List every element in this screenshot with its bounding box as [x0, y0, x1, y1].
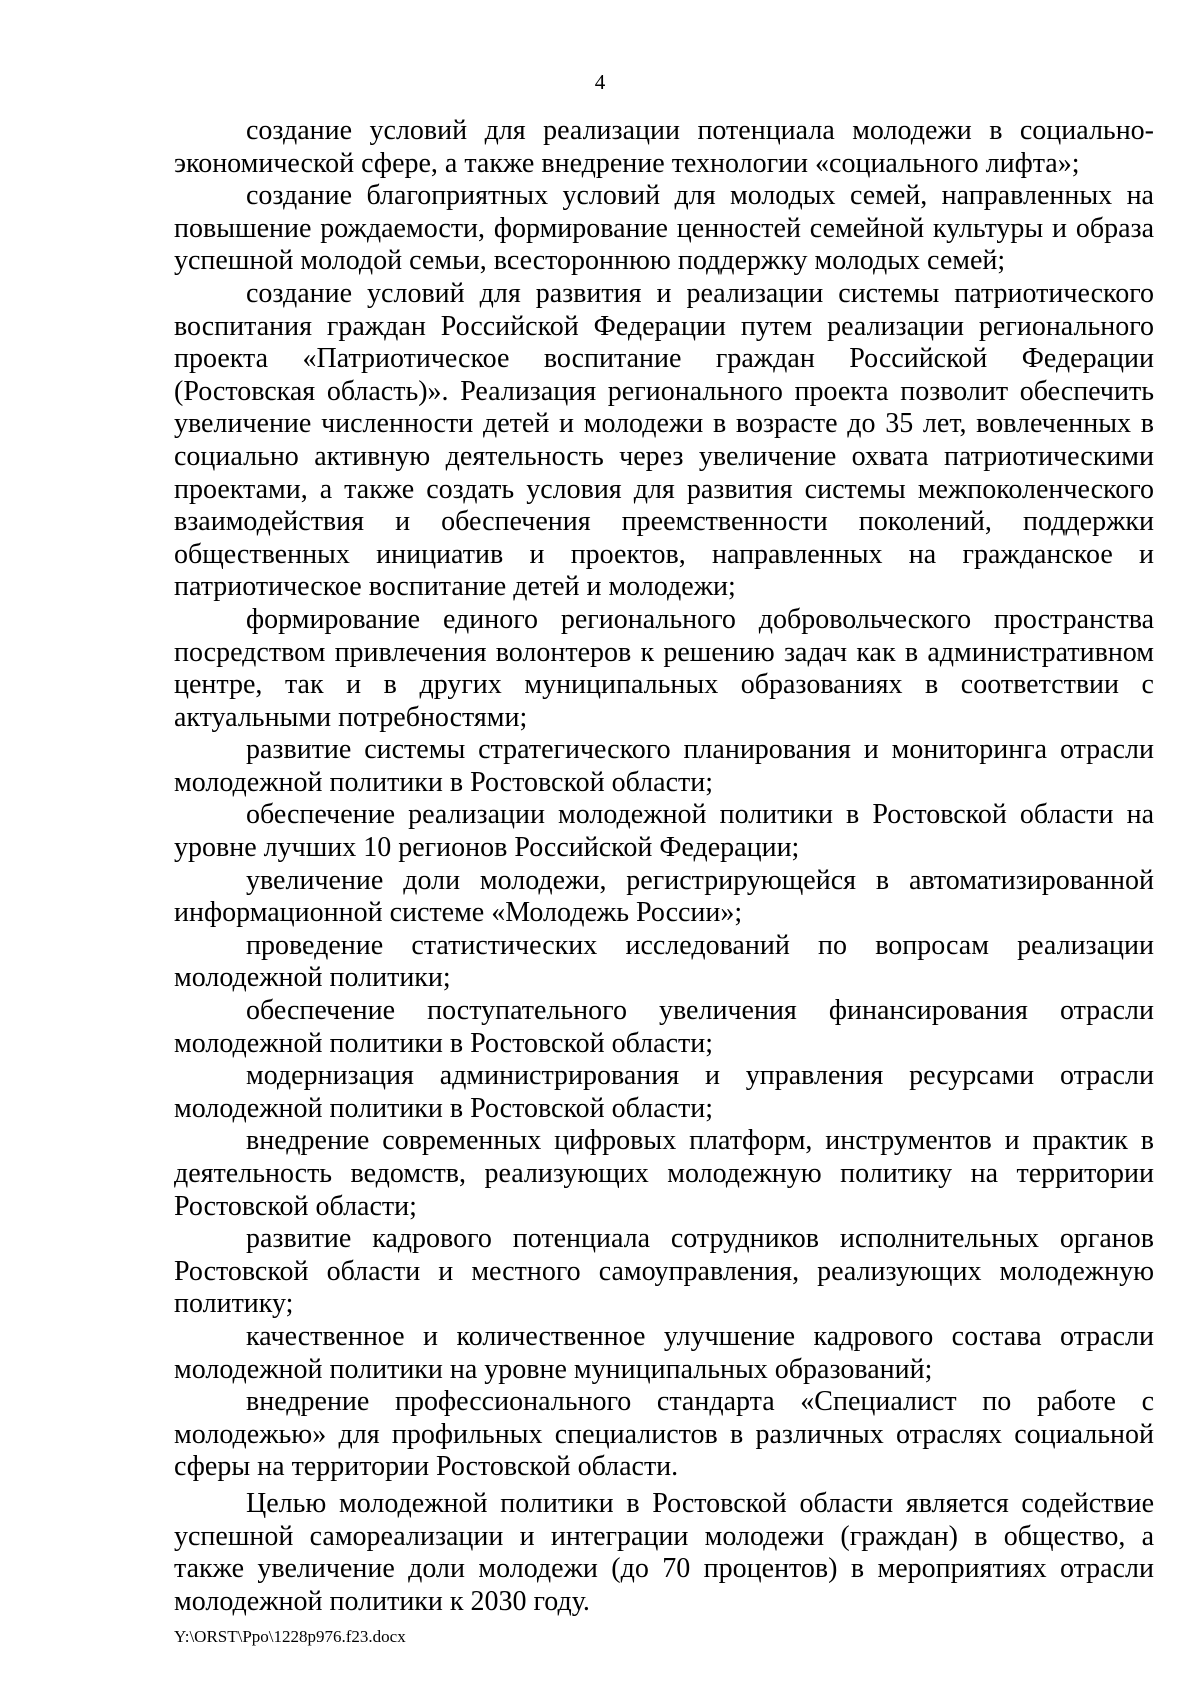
- paragraph-funding-increase: обеспечение поступательного увеличения финансирования отрасли молодежной политики в Ростовской области;: [174, 995, 1154, 1059]
- paragraph-administration-modernization: модернизация администрирования и управления ресурсами отрасли молодежной политики в Ростовской области;: [174, 1060, 1154, 1124]
- paragraph-strategic-planning: развитие системы стратегического планирования и мониторинга отрасли молодежной политики в Ростовской области;: [174, 734, 1154, 798]
- document-body: [174, 115, 1154, 1618]
- paragraph-policy-goal: Целью молодежной политики в Ростовской области является содействие успешной самореализации и интеграции молодежи (граждан) в общество, а также увеличение доли молодежи (до 70 процентов) в мероприятиях отрасли молодежной политики к 2030 году.: [174, 1487, 1154, 1617]
- document-file-path: Y:\ORST\Ppo\1228p976.f23.docx: [174, 1627, 406, 1646]
- page-number: 4: [594, 70, 606, 94]
- paragraph-digital-platforms: внедрение современных цифровых платформ, инструментов и практик в деятельность ведомств, реализующих молодежную политику на территории Ростовской области;: [174, 1125, 1154, 1222]
- paragraph-professional-standard: внедрение профессионального стандарта «Специалист по работе с молодежью» для профильных специалистов в различных отраслях социальной сферы на территории Ростовской области.: [174, 1386, 1154, 1483]
- paragraph-young-families: создание благоприятных условий для молодых семей, направленных на повышение рождаемости, формирование ценностей семейной культуры и образа успешной молодой семьи, всестороннюю поддержку молодых семей;: [174, 180, 1154, 277]
- paragraph-patriotic-education: создание условий для развития и реализации системы патриотического воспитания граждан Российской Федерации путем реализации регионального проекта «Патриотическое воспитание граждан Российской Федерации (Ростовская область)». Реализация регионального проекта позволит обеспечить увеличение численности детей и молодежи в возрасте до 35 лет, вовлеченных в социально активную деятельность через увеличение охвата патриотическими проектами, а также создать условия для развития системы межпоколенческого взаимодействия и обеспечения преемственности поколений, поддержки общественных инициатив и проектов, направленных на гражданское и патриотическое воспитание детей и молодежи;: [174, 277, 1154, 603]
- paragraph-volunteer-space: формирование единого регионального добровольческого пространства посредством привлечения волонтеров к решению задач как в административном центре, так и в других муниципальных образованиях в соответствии с актуальными потребностями;: [174, 603, 1154, 733]
- paragraph-statistical-research: проведение статистических исследований по вопросам реализации молодежной политики;: [174, 929, 1154, 994]
- paragraph-youth-registration: увеличение доли молодежи, регистрирующейся в автоматизированной информационной системе «Молодежь России»;: [174, 864, 1154, 929]
- paragraph-staff-improvement: качественное и количественное улучшение кадрового состава отрасли молодежной политики на уровне муниципальных образований;: [174, 1320, 1154, 1385]
- paragraph-staff-potential: развитие кадрового потенциала сотрудников исполнительных органов Ростовской области и местного самоуправления, реализующих молодежную политику;: [174, 1223, 1154, 1320]
- paragraph-top-10-regions: обеспечение реализации молодежной политики в Ростовской области на уровне лучших 10 регионов Российской Федерации;: [174, 799, 1154, 864]
- paragraph-social-lift: создание условий для реализации потенциала молодежи в социально-экономической сфере, а также внедрение технологии «социального лифта»;: [174, 115, 1154, 179]
